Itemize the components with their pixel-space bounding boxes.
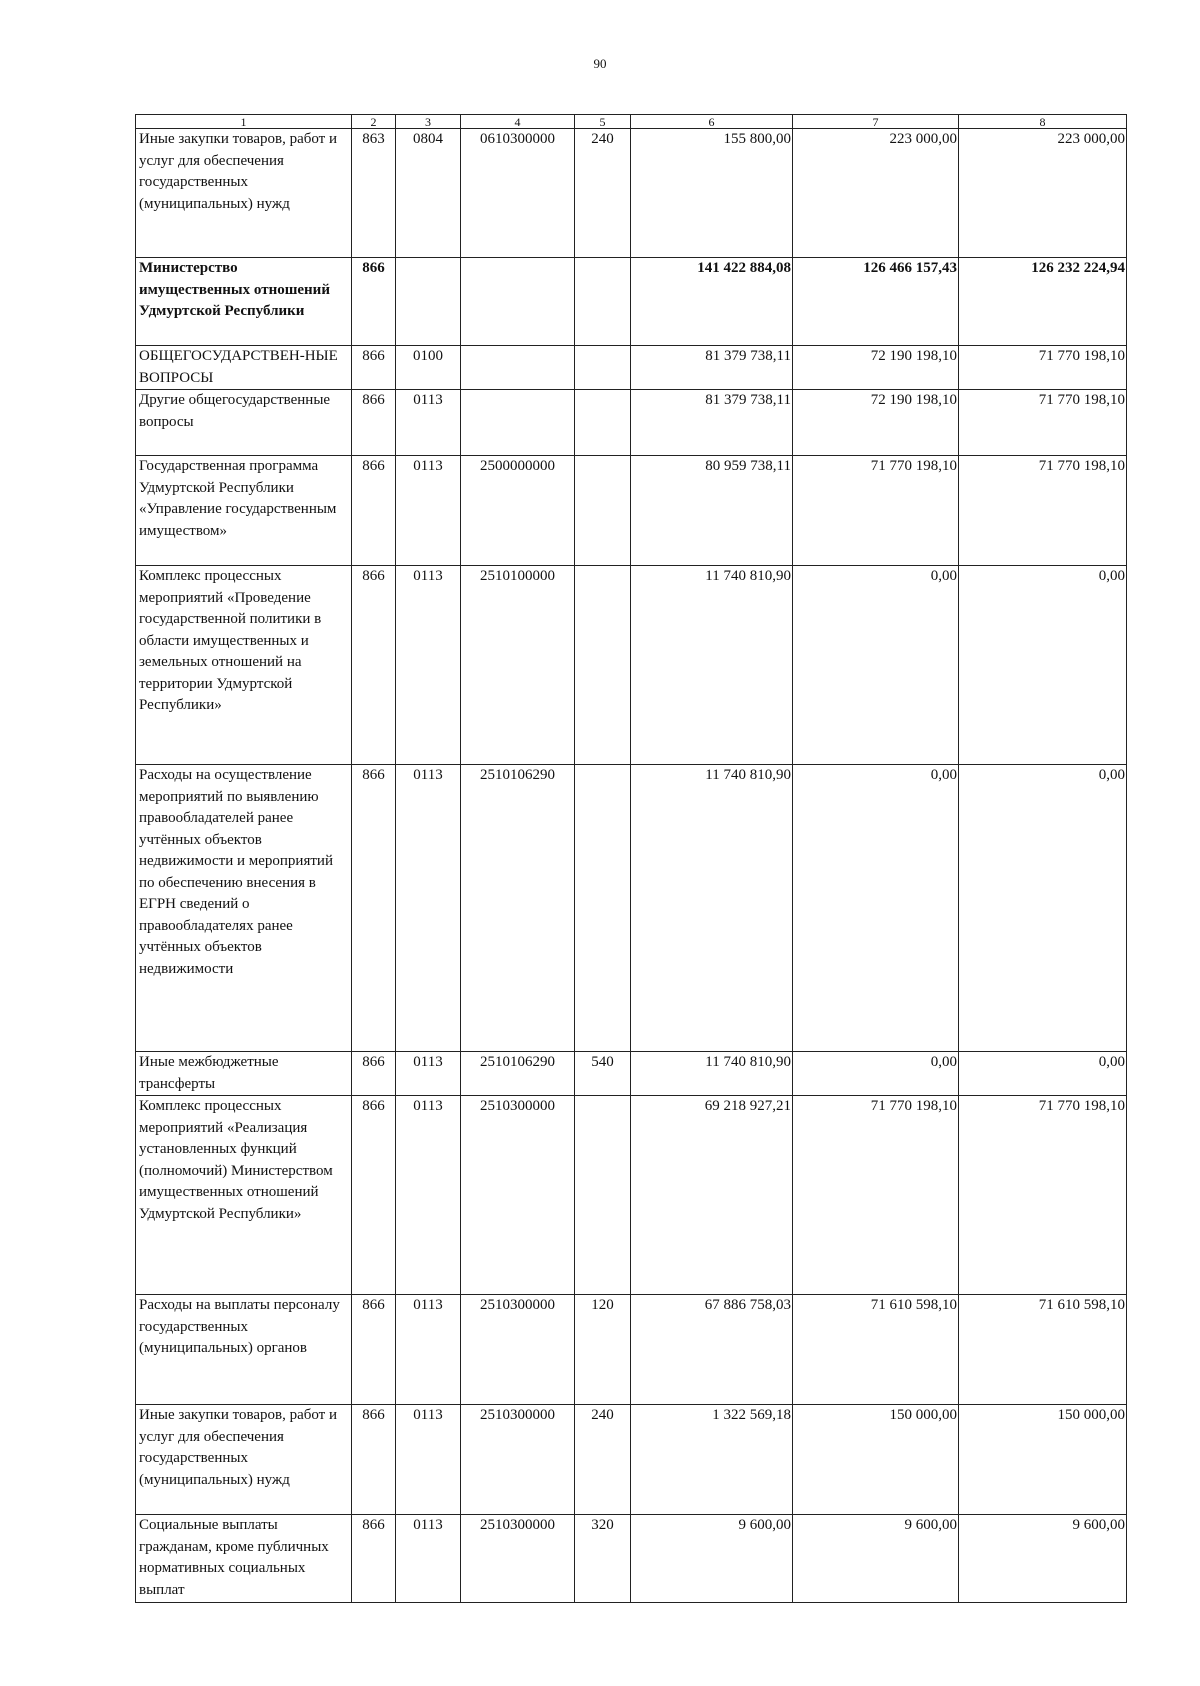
page-number: 90 [593, 56, 607, 71]
target-article: 2510300000 [461, 1295, 575, 1405]
grbs-code: 866 [352, 390, 396, 456]
amount-year-3: 0,00 [959, 566, 1127, 765]
budget-table [135, 114, 1127, 1603]
section-code: 0113 [396, 1052, 461, 1096]
section-code: 0113 [396, 1405, 461, 1515]
amount-year-2: 72 190 198,10 [793, 390, 959, 456]
expense-type: 540 [575, 1052, 631, 1096]
section-code: 0113 [396, 1295, 461, 1405]
amount-year-1: 11 740 810,90 [631, 1052, 793, 1096]
amount-year-2: 150 000,00 [793, 1405, 959, 1515]
table-row [136, 1405, 1127, 1515]
col-header: 2 [352, 115, 396, 129]
section-code: 0113 [396, 1096, 461, 1295]
section-code: 0113 [396, 390, 461, 456]
amount-year-2: 0,00 [793, 566, 959, 765]
target-article: 0610300000 [461, 129, 575, 258]
amount-year-3: 0,00 [959, 765, 1127, 1052]
table-row [136, 456, 1127, 566]
section-code: 0113 [396, 456, 461, 566]
expense-type [575, 566, 631, 765]
table-row [136, 1096, 1127, 1295]
amount-year-3: 71 610 598,10 [959, 1295, 1127, 1405]
amount-year-2: 71 770 198,10 [793, 456, 959, 566]
col-header: 1 [136, 115, 352, 129]
target-article: 2510106290 [461, 1052, 575, 1096]
amount-year-3: 71 770 198,10 [959, 390, 1127, 456]
expense-type [575, 390, 631, 456]
amount-year-3: 150 000,00 [959, 1405, 1127, 1515]
amount-year-1: 81 379 738,11 [631, 390, 793, 456]
table-row [136, 1295, 1127, 1405]
target-article [461, 258, 575, 346]
grbs-code: 866 [352, 765, 396, 1052]
amount-year-2: 9 600,00 [793, 1515, 959, 1603]
table-row [136, 129, 1127, 258]
grbs-code: 866 [352, 1052, 396, 1096]
col-header: 3 [396, 115, 461, 129]
amount-year-3: 0,00 [959, 1052, 1127, 1096]
amount-year-3: 9 600,00 [959, 1515, 1127, 1603]
col-header: 8 [959, 115, 1127, 129]
section-code: 0113 [396, 566, 461, 765]
expense-type [575, 258, 631, 346]
row-name: ОБЩЕГОСУДАРСТВЕН-НЫЕ ВОПРОСЫ [136, 346, 352, 390]
grbs-code: 863 [352, 129, 396, 258]
amount-year-2: 71 610 598,10 [793, 1295, 959, 1405]
amount-year-1: 81 379 738,11 [631, 346, 793, 390]
row-name: Социальные выплаты гражданам, кроме публичных нормативных социальных выплат [136, 1515, 352, 1603]
col-header: 6 [631, 115, 793, 129]
section-code: 0113 [396, 1515, 461, 1603]
amount-year-3: 126 232 224,94 [959, 258, 1127, 346]
amount-year-2: 71 770 198,10 [793, 1096, 959, 1295]
section-code: 0804 [396, 129, 461, 258]
grbs-code: 866 [352, 1295, 396, 1405]
section-code: 0113 [396, 765, 461, 1052]
amount-year-2: 126 466 157,43 [793, 258, 959, 346]
expense-type: 320 [575, 1515, 631, 1603]
section-code: 0100 [396, 346, 461, 390]
table-row [136, 1515, 1127, 1603]
target-article: 2510300000 [461, 1405, 575, 1515]
amount-year-2: 0,00 [793, 1052, 959, 1096]
table-row [136, 566, 1127, 765]
table-row [136, 1052, 1127, 1096]
grbs-code: 866 [352, 1405, 396, 1515]
row-name: Министерство имущественных отношений Удмуртской Республики [136, 258, 352, 346]
amount-year-1: 11 740 810,90 [631, 566, 793, 765]
amount-year-2: 0,00 [793, 765, 959, 1052]
table-row [136, 258, 1127, 346]
amount-year-3: 71 770 198,10 [959, 1096, 1127, 1295]
amount-year-1: 80 959 738,11 [631, 456, 793, 566]
target-article [461, 390, 575, 456]
target-article: 2510300000 [461, 1515, 575, 1603]
target-article: 2510100000 [461, 566, 575, 765]
col-header: 4 [461, 115, 575, 129]
grbs-code: 866 [352, 456, 396, 566]
amount-year-1: 11 740 810,90 [631, 765, 793, 1052]
expense-type: 240 [575, 1405, 631, 1515]
expense-type [575, 456, 631, 566]
header-row [136, 115, 1127, 129]
amount-year-1: 141 422 884,08 [631, 258, 793, 346]
expense-type: 240 [575, 129, 631, 258]
target-article: 2510106290 [461, 765, 575, 1052]
row-name: Другие общегосударственные вопросы [136, 390, 352, 456]
row-name: Иные закупки товаров, работ и услуг для обеспечения государственных (муниципальных) нужд [136, 1405, 352, 1515]
amount-year-1: 69 218 927,21 [631, 1096, 793, 1295]
row-name: Государственная программа Удмуртской Республики «Управление государственным имуществом» [136, 456, 352, 566]
table-row [136, 390, 1127, 456]
amount-year-2: 72 190 198,10 [793, 346, 959, 390]
col-header: 7 [793, 115, 959, 129]
row-name: Расходы на осуществление мероприятий по выявлению правообладателей ранее учтённых объектов недвижимости и мероприятий по обеспечению внесения в ЕГРН сведений о правообладателях ранее учтённых объектов недвижимости [136, 765, 352, 1052]
amount-year-1: 155 800,00 [631, 129, 793, 258]
amount-year-2: 223 000,00 [793, 129, 959, 258]
row-name: Комплекс процессных мероприятий «Реализация установленных функций (полномочий) Министерством имущественных отношений Удмуртской Республики» [136, 1096, 352, 1295]
expense-type [575, 1096, 631, 1295]
amount-year-3: 71 770 198,10 [959, 346, 1127, 390]
table-row [136, 346, 1127, 390]
expense-type [575, 346, 631, 390]
amount-year-1: 1 322 569,18 [631, 1405, 793, 1515]
grbs-code: 866 [352, 1096, 396, 1295]
target-article [461, 346, 575, 390]
row-name: Расходы на выплаты персоналу государственных (муниципальных) органов [136, 1295, 352, 1405]
amount-year-3: 223 000,00 [959, 129, 1127, 258]
row-name: Иные межбюджетные трансферты [136, 1052, 352, 1096]
amount-year-1: 9 600,00 [631, 1515, 793, 1603]
target-article: 2500000000 [461, 456, 575, 566]
table-row [136, 765, 1127, 1052]
grbs-code: 866 [352, 1515, 396, 1603]
grbs-code: 866 [352, 258, 396, 346]
amount-year-1: 67 886 758,03 [631, 1295, 793, 1405]
section-code [396, 258, 461, 346]
expense-type: 120 [575, 1295, 631, 1405]
amount-year-3: 71 770 198,10 [959, 456, 1127, 566]
grbs-code: 866 [352, 566, 396, 765]
grbs-code: 866 [352, 346, 396, 390]
target-article: 2510300000 [461, 1096, 575, 1295]
expense-type [575, 765, 631, 1052]
col-header: 5 [575, 115, 631, 129]
row-name: Иные закупки товаров, работ и услуг для обеспечения государственных (муниципальных) нужд [136, 129, 352, 258]
row-name: Комплекс процессных мероприятий «Проведение государственной политики в области имущественных и земельных отношений на территории Удмуртской Республики» [136, 566, 352, 765]
